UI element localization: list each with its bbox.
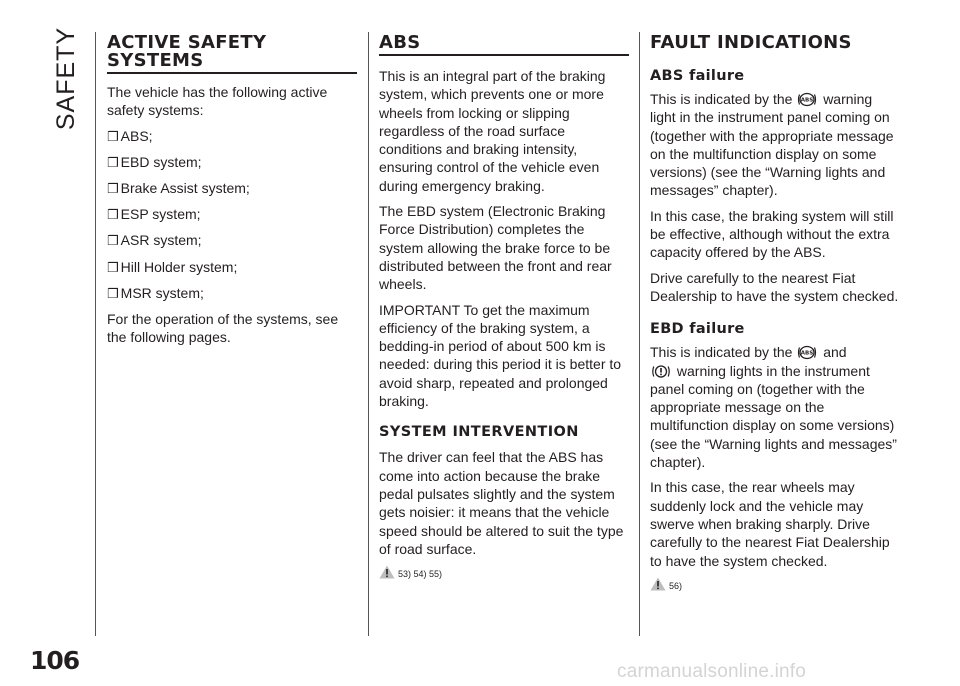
- ebd-failure-paragraph-2: In this case, the rear wheels may suddenly lock and the vehicle may swerve when braking sharply. Drive carefully to the nearest Fiat Dealership to have the system checked.: [650, 479, 890, 569]
- ebd-failure-paragraph-1: [650, 343, 900, 471]
- list-item-text: Brake Assist system;: [120, 179, 250, 196]
- abs-paragraph-1: This is an integral part of the braking system, which prevents one or more wheels from locking or slipping regardless of the road surface conditions and braking intensity, ensuring control of the vehicle even during emergency braking.: [379, 68, 606, 194]
- list-item: [107, 205, 357, 224]
- checkbox-bullet-icon: ❒: [107, 154, 119, 170]
- ebd-failure-text-and: and: [823, 344, 847, 361]
- checkbox-bullet-icon: ❒: [107, 285, 119, 301]
- system-intervention-heading: SYSTEM INTERVENTION: [379, 424, 579, 441]
- column-active-safety: [107, 30, 357, 354]
- intro-text: The vehicle has the following active safety systems:: [107, 84, 328, 119]
- heading-line-2: SYSTEMS: [107, 50, 204, 71]
- intervention-paragraph: The driver can feel that the ABS has come into action because the brake pedal pulsates slightly and the system gets noisier: it means that the vehicle speed should be altered to suit the type of road surface.: [379, 449, 624, 557]
- active-safety-heading: [107, 34, 357, 74]
- outro-text: For the operation of the systems, see the following pages.: [107, 310, 339, 346]
- warning-references: [379, 565, 629, 579]
- abs-warning-lamp-icon: [797, 345, 817, 360]
- list-item: [107, 258, 357, 277]
- checkbox-bullet-icon: ❒: [107, 259, 119, 275]
- reference-numbers: 53) 54) 55): [398, 569, 443, 580]
- checkbox-bullet-icon: ❒: [107, 128, 119, 144]
- checkbox-bullet-icon: ❒: [107, 207, 119, 223]
- abs-warning-lamp-icon: [797, 92, 817, 107]
- list-item: [107, 127, 357, 146]
- column-divider: [639, 32, 640, 636]
- abs-paragraph-3: IMPORTANT To get the maximum efficiency of the braking system, a bedding-in period of about 500 km is needed: during this period it is better to avoid sharp, repeated and prolonged braking.: [379, 301, 622, 410]
- abs-lamp-label: ABS: [801, 97, 814, 104]
- abs-lamp-label: ABS: [801, 350, 814, 357]
- page-number: 106: [30, 646, 80, 675]
- list-item-text: Hill Holder system;: [120, 258, 238, 275]
- list-item: [107, 284, 357, 303]
- brake-warning-lamp-icon: [651, 364, 671, 379]
- abs-failure-text-b: warning light in the instrument panel coming on (together with the appropriate message on the multifunction display on some versions) (see the “Warning lights and messages” chapter).: [650, 91, 894, 199]
- list-item-text: EBD system;: [120, 153, 202, 170]
- column-fault-indications: [650, 30, 900, 591]
- ebd-failure-heading: EBD failure: [650, 321, 745, 338]
- abs-failure-paragraph-2: In this case, the braking system will still be effective, although without the extra capacity offered by the ABS.: [650, 207, 894, 261]
- caution-triangle-icon: [650, 577, 666, 591]
- section-tab: [52, 26, 82, 130]
- list-item: [107, 231, 357, 250]
- ebd-failure-text-a: This is indicated by the: [650, 344, 793, 361]
- abs-failure-heading: ABS failure: [650, 68, 745, 84]
- abs-failure-paragraph-3: Drive carefully to the nearest Fiat Dealership to have the system checked.: [650, 269, 899, 304]
- checkbox-bullet-icon: ❒: [107, 233, 119, 249]
- heading-line-1: ACTIVE SAFETY: [107, 32, 267, 53]
- warning-references: [650, 577, 900, 591]
- abs-paragraph-2: The EBD system (Electronic Braking Force Distribution) completes the system allowing the brake force to be distributed between the front and rear wheels.: [379, 203, 612, 293]
- list-item-text: MSR system;: [120, 284, 204, 301]
- column-divider: [95, 32, 96, 636]
- reference-numbers: 56): [669, 580, 683, 591]
- list-item: [107, 179, 357, 198]
- ebd-failure-text-b: warning lights in the instrument panel coming on (together with the appropriate message on the multifunction display on some versions) (see the “Warning lights and messages” chapter).: [650, 362, 897, 471]
- abs-failure-text-a: This is indicated by the: [650, 91, 793, 107]
- section-tab-label: SAFETY: [52, 26, 81, 130]
- column-abs: [379, 30, 629, 579]
- column-divider: [368, 32, 369, 636]
- fault-indications-heading: FAULT INDICATIONS: [650, 32, 852, 53]
- systems-list: [107, 127, 357, 303]
- list-item-text: ABS;: [120, 127, 153, 144]
- list-item-text: ASR system;: [120, 232, 202, 249]
- list-item: [107, 153, 357, 172]
- checkbox-bullet-icon: ❒: [107, 180, 119, 196]
- watermark: carmanualsonline.info: [617, 661, 807, 682]
- abs-heading: ABS: [379, 34, 629, 56]
- caution-triangle-icon: [379, 565, 395, 579]
- abs-failure-paragraph-1: [650, 90, 900, 200]
- list-item-text: ESP system;: [120, 206, 201, 223]
